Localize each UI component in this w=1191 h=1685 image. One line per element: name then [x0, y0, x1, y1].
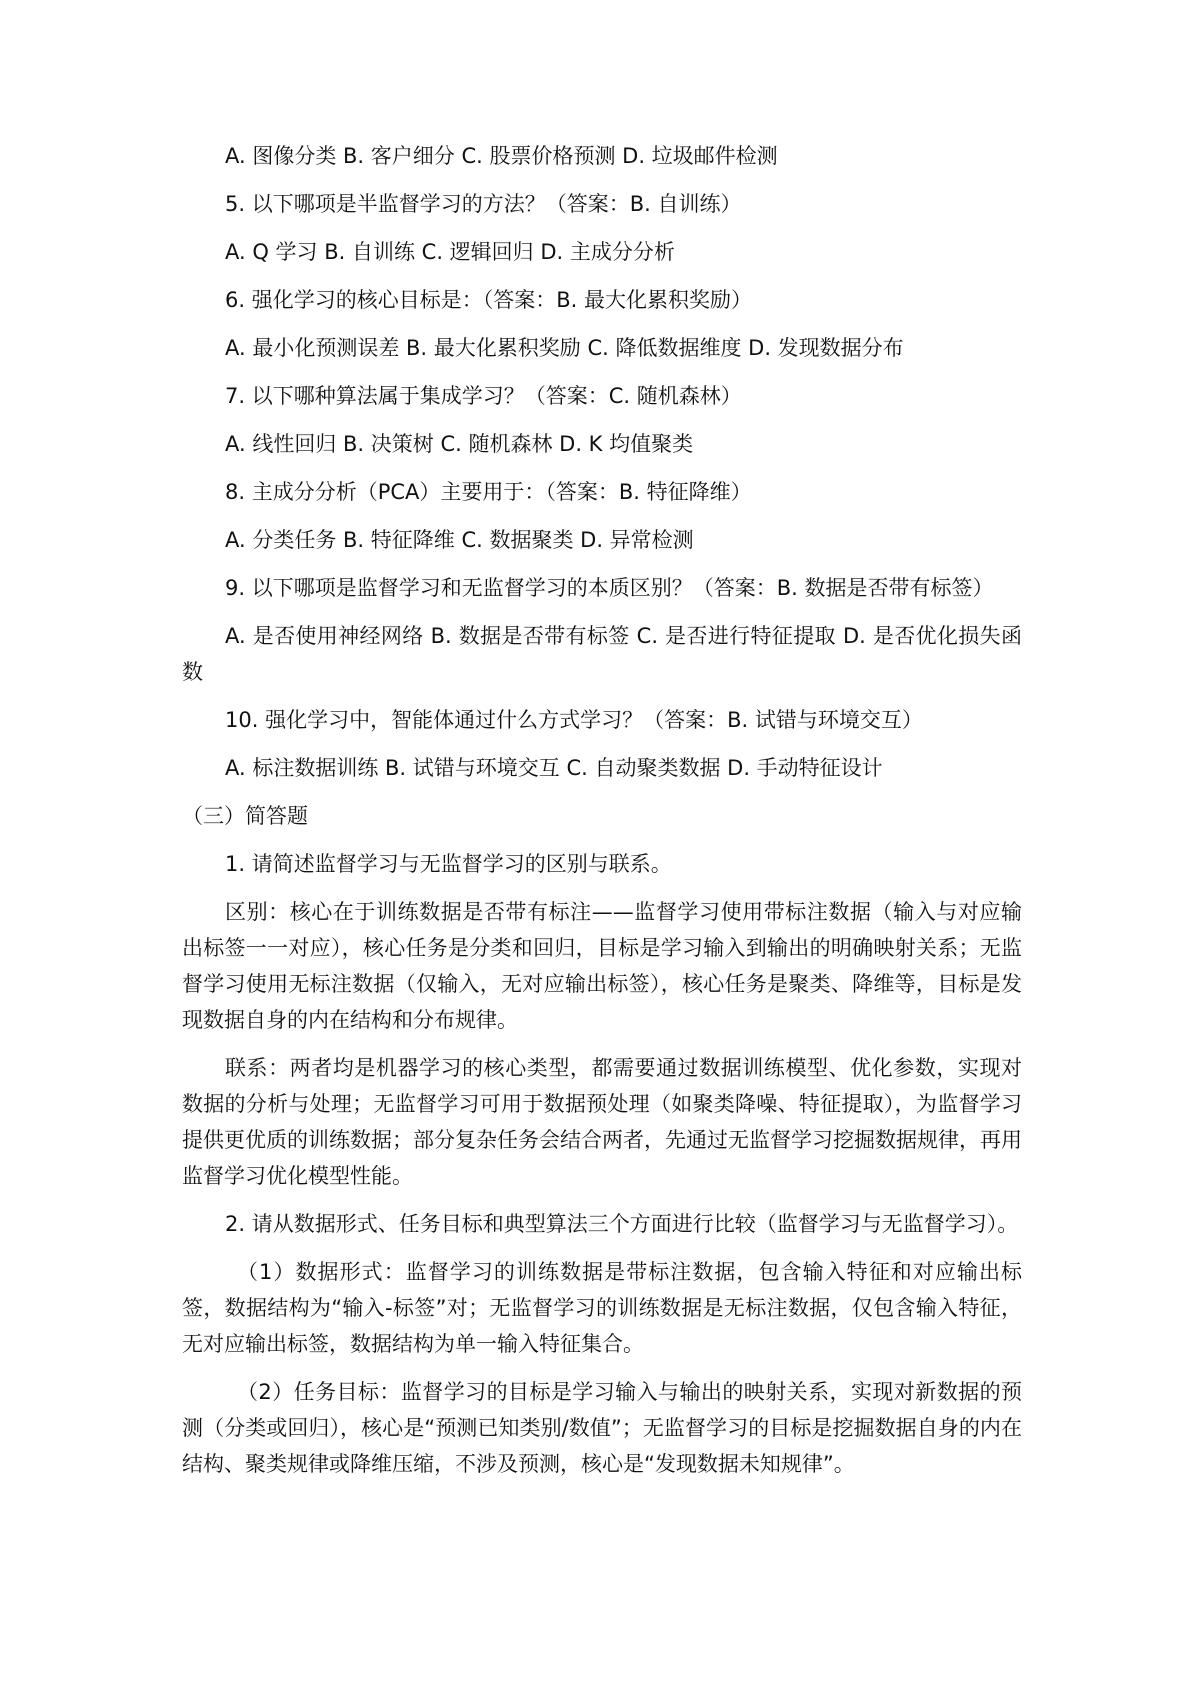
- question-5: 5. 以下哪项是半监督学习的方法？（答案：B. 自训练）: [225, 192, 742, 216]
- question-8: 8. 主成分分析（PCA）主要用于：（答案：B. 特征降维）: [225, 480, 752, 504]
- question-5-options: A. Q 学习 B. 自训练 C. 逻辑回归 D. 主成分分析: [225, 240, 675, 264]
- short-question-2: 2. 请从数据形式、任务目标和典型算法三个方面进行比较（监督学习与无监督学习）。: [225, 1212, 1019, 1236]
- question-6-options: A. 最小化预测误差 B. 最大化累积奖励 C. 降低数据维度 D. 发现数据分布: [225, 336, 904, 360]
- question-4-options: A. 图像分类 B. 客户细分 C. 股票价格预测 D. 垃圾邮件检测: [225, 144, 778, 168]
- section-heading: （三）简答题: [182, 804, 308, 828]
- question-10-options: A. 标注数据训练 B. 试错与环境交互 C. 自动聚类数据 D. 手动特征设计: [225, 756, 883, 780]
- question-9-options: A. 是否使用神经网络 B. 数据是否带有标签 C. 是否进行特征提取 D. 是否优化损失函数: [182, 624, 1022, 684]
- question-10: 10. 强化学习中，智能体通过什么方式学习？（答案：B. 试错与环境交互）: [225, 708, 923, 732]
- answer-1-connection: 联系：两者均是机器学习的核心类型，都需要通过数据训练模型、优化参数，实现对数据的分析与处理；无监督学习可用于数据预处理（如聚类降噪、特征提取），为监督学习提供更优质的训练数据；部分复杂任务会结合两者，先通过无监督学习挖掘数据规律，再用监督学习优化模型性能。: [182, 1056, 1022, 1188]
- short-question-1: 1. 请简述监督学习与无监督学习的区别与联系。: [225, 852, 672, 876]
- document-page: [182, 138, 1022, 1494]
- question-7: 7. 以下哪种算法属于集成学习？（答案：C. 随机森林）: [225, 384, 742, 408]
- question-6: 6. 强化学习的核心目标是：（答案：B. 最大化累积奖励）: [225, 288, 752, 312]
- answer-2-task-goal: （2）任务目标：监督学习的目标是学习输入与输出的映射关系，实现对新数据的预测（分类或回归），核心是“预测已知类别/数值”；无监督学习的目标是挖掘数据自身的内在结构、聚类规律或降维压缩，不涉及预测，核心是“发现数据未知规律”。: [182, 1380, 1022, 1476]
- question-8-options: A. 分类任务 B. 特征降维 C. 数据聚类 D. 异常检测: [225, 528, 694, 552]
- answer-1-difference: 区别：核心在于训练数据是否带有标注——监督学习使用带标注数据（输入与对应输出标签一一对应），核心任务是分类和回归，目标是学习输入到输出的明确映射关系；无监督学习使用无标注数据（仅输入，无对应输出标签），核心任务是聚类、降维等，目标是发现数据自身的内在结构和分布规律。: [182, 900, 1022, 1032]
- question-9: 9. 以下哪项是监督学习和无监督学习的本质区别？（答案：B. 数据是否带有标签）: [225, 576, 994, 600]
- answer-2-data-form: （1）数据形式：监督学习的训练数据是带标注数据，包含输入特征和对应输出标签，数据结构为“输入-标签”对；无监督学习的训练数据是无标注数据，仅包含输入特征，无对应输出标签，数据结构为单一输入特征集合。: [182, 1260, 1022, 1356]
- question-7-options: A. 线性回归 B. 决策树 C. 随机森林 D. K 均值聚类: [225, 432, 694, 456]
